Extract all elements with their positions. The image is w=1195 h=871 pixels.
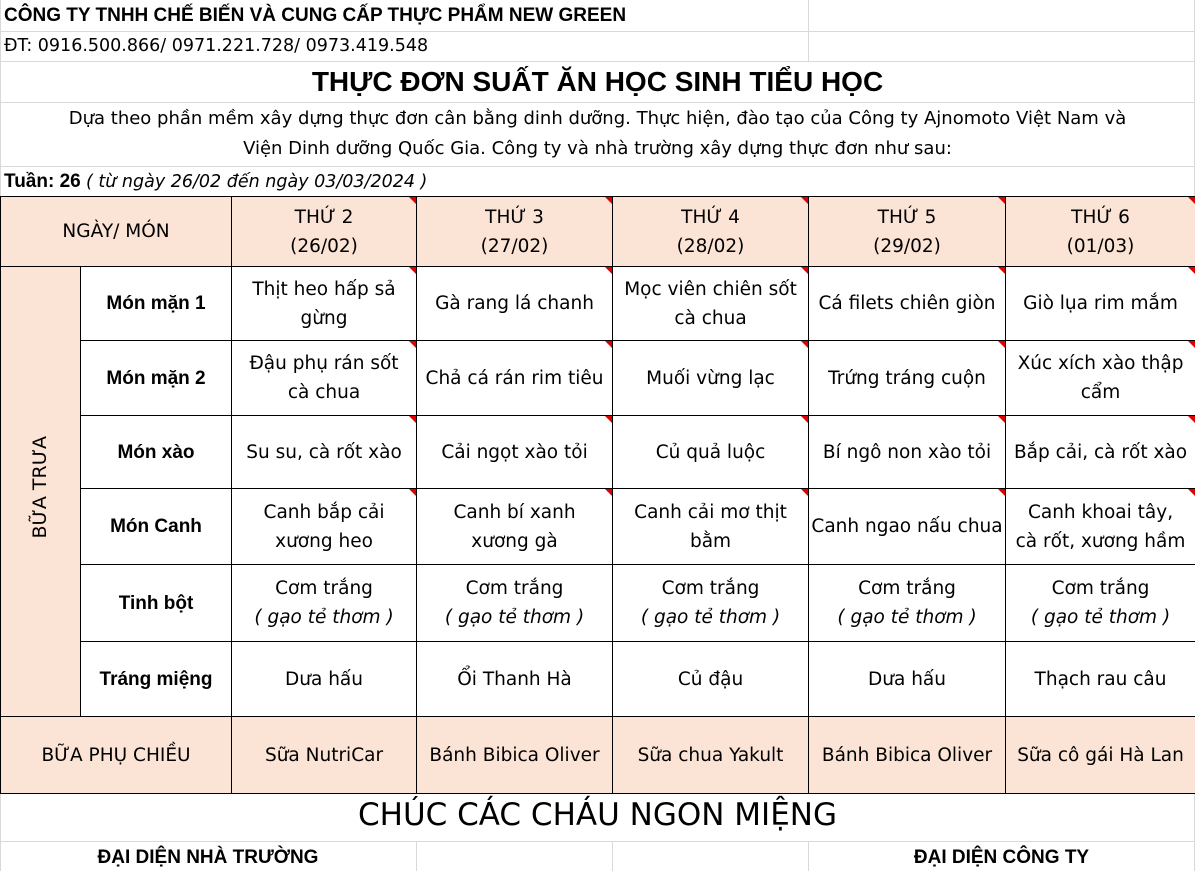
row-label: Tráng miệng [81,642,232,717]
row-label: Món xào [81,416,232,489]
day-header [613,197,809,267]
menu-cell [613,267,809,341]
dish-line: Canh khoai tây, [1027,501,1174,523]
dish-line: Dưa hấu [868,668,946,690]
snack-cell: Sữa cô gái Hà Lan [1006,717,1195,794]
menu-cell [417,642,613,717]
menu-cell [809,565,1006,642]
menu-cell [613,642,809,717]
closing-wish: CHÚC CÁC CHÁU NGON MIỆNG [357,797,837,833]
day-date: (26/02) [290,235,358,257]
company-phone: ĐT: 0916.500.866/ 0971.221.728/ 0973.419.548 [4,36,429,56]
day-date: (28/02) [676,235,745,257]
day-header [417,197,613,267]
snack-cell: Sữa chua Yakult [613,717,809,794]
menu-cell [613,489,809,565]
table-row [1,489,1195,565]
dish-note: ( gạo tẻ thơm ) [837,607,977,628]
dish-line: Đậu phụ rán sốt [249,353,399,374]
menu-cell [1006,565,1195,642]
company-representative: ĐẠI DIỆN CÔNG TY [913,847,1090,868]
dish-line: Cơm trắng [661,578,760,599]
row-label: Món Canh [81,489,232,565]
snack-label: BỮA PHỤ CHIỀU [1,717,232,794]
table-row [1,267,1195,341]
dish-line: Thạch rau câu [1034,668,1167,690]
dish-line: Canh bắp cải [263,501,385,523]
dish-line: cà rốt, xương hầm [1015,530,1186,552]
menu-cell [232,642,417,717]
dish-line: Ổi Thanh Hà [457,668,572,690]
gridline [0,61,1195,62]
dish-line: gừng [300,307,348,329]
gridline [0,31,1195,32]
day-date: (27/02) [480,235,549,257]
day-header [1006,197,1195,267]
menu-cell [613,341,809,416]
dish-note: ( gạo tẻ thơm ) [444,607,585,628]
day-name: THỨ 2 [294,206,354,228]
dish-line: Cơm trắng [465,578,564,599]
menu-cell [809,489,1006,565]
menu-cell [1006,642,1195,717]
table-row [1,341,1195,416]
dish-line: Chả cá rán rim tiêu [425,367,604,389]
dish-line: xương gà [471,530,558,552]
day-header [232,197,417,267]
dish-note: ( gạo tẻ thơm ) [254,607,394,628]
menu-cell [1006,341,1195,416]
menu-cell [809,416,1006,489]
dish-line: Dưa hấu [285,668,363,690]
snack-cell: Bánh Bibica Oliver [417,717,613,794]
day-name: THỨ 3 [485,206,544,228]
snack-row [1,717,1195,794]
gridline [0,102,1195,103]
gridline [0,841,1195,842]
dish-line: Xúc xích xào thập [1017,353,1184,374]
dish-line: Giò lụa rim mắm [1023,293,1178,314]
gridline [612,841,613,871]
day-name: THỨ 4 [681,206,740,228]
dish-line: Canh cải mơ thịt [634,501,787,523]
menu-cell [232,565,417,642]
dish-line: xương heo [275,530,373,552]
menu-cell [809,642,1006,717]
menu-cell [809,267,1006,341]
week-info [4,171,427,193]
day-name: THỨ 5 [877,206,937,228]
dish-line: cà chua [287,382,361,403]
gridline [808,0,809,61]
dish-line: Su su, cà rốt xào [246,441,402,463]
dish-line: Cơm trắng [858,578,956,599]
description-line-2: Viện Dinh dưỡng Quốc Gia. Công ty và nhà trường xây dựng thực đơn như sau: [243,138,952,159]
dish-line: Muối vừng lạc [646,367,775,389]
corner-header-text: NGÀY/ MÓN [62,221,170,242]
menu-cell [613,565,809,642]
snack-cell: Sữa NutriCar [232,717,417,794]
lunch-label-cell [1,267,81,717]
row-label: Món mặn 1 [81,267,232,341]
dish-line: Mọc viên chiên sốt [624,278,797,300]
table-row [1,642,1195,717]
dish-line: Cơm trắng [1051,578,1150,599]
week-range: ( từ ngày 26/02 đến ngày 03/03/2024 ) [86,172,428,192]
description-line-1: Dựa theo phần mềm xây dựng thực đơn cân bằng dinh dưỡng. Thực hiện, đào tạo của Công ty Ajnomoto Việt Nam và [68,108,1127,129]
day-header [809,197,1006,267]
day-date: (29/02) [873,235,941,257]
menu-cell [417,416,613,489]
corner-header [1,197,232,267]
menu-cell [232,267,417,341]
dish-line: cà chua [674,307,747,329]
gridline [416,841,417,871]
menu-cell [232,489,417,565]
menu-cell [1006,416,1195,489]
menu-table [0,196,1195,794]
dish-line: Bắp cải, cà rốt xào [1013,441,1188,463]
menu-cell [613,416,809,489]
row-label: Tinh bột [81,565,232,642]
dish-line: Gà rang lá chanh [435,293,594,314]
menu-cell [232,341,417,416]
lunch-label: BỮA TRƯA [29,435,51,539]
dish-note: ( gạo tẻ thơm ) [1030,607,1171,628]
table-row [1,565,1195,642]
dish-line: Củ quả luộc [655,441,766,463]
header-row [1,197,1195,267]
dish-line: Cơm trắng [275,578,373,599]
dish-line: Canh ngao nấu chua [811,516,1003,537]
menu-cell [232,416,417,489]
menu-cell [1006,489,1195,565]
dish-line: Bí ngô non xào tỏi [822,441,992,463]
dish-line: Cải ngọt xào tỏi [441,441,588,463]
day-name: THỨ 6 [1071,206,1130,228]
row-label: Món mặn 2 [81,341,232,416]
gridline [0,166,1195,167]
dish-line: Thịt heo hấp sả [252,278,396,300]
dish-line: Cá filets chiên giòn [818,293,996,314]
gridline [0,0,1,196]
dish-line: cẩm [1080,382,1121,403]
menu-cell [417,565,613,642]
menu-cell [417,341,613,416]
company-name: CÔNG TY TNHH CHẾ BIẾN VÀ CUNG CẤP THỰC PHẨM NEW GREEN [4,5,627,26]
dish-line: Canh bí xanh [453,501,576,523]
dish-line: bằm [689,530,732,552]
dish-line: Trứng tráng cuộn [828,367,986,389]
day-date: (01/03) [1066,235,1135,257]
menu-cell [417,267,613,341]
menu-cell [1006,267,1195,341]
snack-cell: Bánh Bibica Oliver [809,717,1006,794]
dish-line: Củ đậu [677,668,744,690]
table-row [1,416,1195,489]
week-label: Tuần: 26 [4,171,81,192]
page-title: THỰC ĐƠN SUẤT ĂN HỌC SINH TIỂU HỌC [311,66,884,97]
school-representative: ĐẠI DIỆN NHÀ TRƯỜNG [97,847,319,868]
dish-note: ( gạo tẻ thơm ) [640,607,781,628]
menu-cell [417,489,613,565]
menu-cell [809,341,1006,416]
